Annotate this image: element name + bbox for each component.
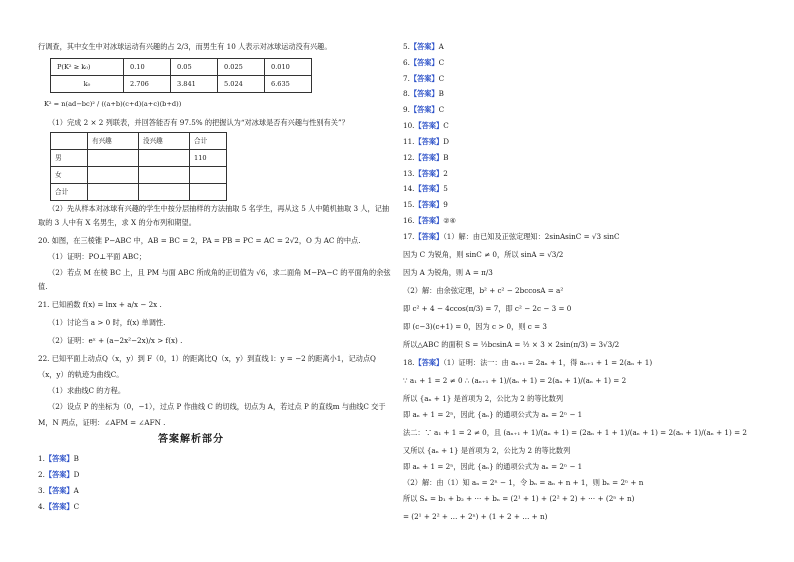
answer-number: 1. <box>38 454 45 463</box>
table-cell: P(K² ≥ k₀) <box>51 59 124 76</box>
answer-value: C <box>73 502 80 511</box>
answer-tag: 【答案】 <box>414 200 444 209</box>
answer-tag: 【答案】 <box>414 216 444 225</box>
q22-stem-a: 22. 已知平面上动点Q（x，y）到 F（0，1）的距离比Q（x，y）到直线 l：y = −2 的距离小1，记动点Q <box>38 354 376 363</box>
q20-part1: （1）证明：PO⊥平面 ABC； <box>48 252 146 261</box>
answer-line <box>403 42 444 51</box>
answer-tag: 【答案】 <box>409 58 439 67</box>
solution-line: 又所以 {aₙ + 1} 是首项为 2，公比为 2 的等比数列 <box>403 446 571 455</box>
answer-value: C <box>438 58 445 67</box>
answer-value: A <box>438 42 444 51</box>
answer-line <box>38 486 79 495</box>
table-cell: 3.841 <box>171 76 218 93</box>
answer-number: 17. <box>403 232 415 241</box>
answer-tag: 【答案】 <box>44 486 74 495</box>
solution-line: （2）解：由余弦定理，b² + c² − 2bccosA = a² <box>403 286 564 295</box>
answer-number: 4. <box>38 502 45 511</box>
answer-value: 2 <box>443 169 448 178</box>
solution-17-head <box>403 232 619 241</box>
table-cell: k₀ <box>51 76 124 93</box>
answer-value: C <box>438 74 445 83</box>
answer-tag: 【答案】 <box>414 169 444 178</box>
answer-value: C <box>443 121 449 130</box>
answer-line <box>403 89 444 98</box>
answer-number: 13. <box>403 169 415 178</box>
answer-value: C <box>438 105 445 114</box>
table-cell: 男 <box>51 150 88 167</box>
table-cell: 合计 <box>190 133 227 150</box>
answer-line <box>403 105 444 114</box>
solution-line: 即 aₙ + 1 = 2ⁿ，因此 {aₙ} 的通项公式为 aₙ = 2ⁿ − 1 <box>403 410 583 419</box>
table-cell <box>88 150 139 167</box>
q22-part1: （1）求曲线C 的方程。 <box>48 386 126 395</box>
answer-tag: 【答案】 <box>414 358 444 367</box>
solution-line: （2）解：由（1）知 aₙ = 2ⁿ − 1，令 bₙ = aₙ + n + 1，则 bₙ = 2ⁿ + n <box>403 478 644 487</box>
solution-text: （1）证明：法一：由 aₙ₊₁ = 2aₙ + 1，得 aₙ₊₁ + 1 = 2(aₙ + 1) <box>443 358 653 367</box>
q22-stem-b: （x，y）的轨迹为曲线C。 <box>38 370 124 379</box>
answer-number: 9. <box>403 105 410 114</box>
table-cell <box>88 184 139 201</box>
answer-number: 3. <box>38 486 45 495</box>
table-cell: 2.706 <box>124 76 171 93</box>
answer-line <box>403 200 448 209</box>
table-row <box>51 59 312 76</box>
q20-part2a: （2）若点 M 在棱 BC 上，且 PM 与面 ABC 所成角的正切值为 √6，求二面角 M−PA−C 的平面角的余弦 <box>48 268 391 277</box>
table-cell: 0.025 <box>218 59 265 76</box>
q19-part2b: 取的 3 人中有 X 名男生，求 X 的分布列和期望。 <box>38 218 196 227</box>
table-cell: 有兴趣 <box>88 133 139 150</box>
answer-line <box>38 502 79 511</box>
q20-part2b: 值. <box>38 282 48 291</box>
solution-line: 所以△ABC 的面积 S = ½bcsinA = ½ × 3 × 2sin(π/3) = 3√3/2 <box>403 340 620 349</box>
contingency-table <box>50 132 227 201</box>
solution-line: 即 c² + 4 − 4ccos(π/3) = 7，即 c² − 2c − 3 = 0 <box>403 304 572 313</box>
table-row <box>51 184 227 201</box>
solution-line: 法二：∵ a₁ + 1 = 2 ≠ 0，且 (aₙ₊₁ + 1)/(aₙ + 1) = (2aₙ + 1 + 1)/(aₙ + 1) = 2(aₙ + 1)/(aₙ + 1) = 2 <box>403 428 747 437</box>
answer-section-title: 答案解析部分 <box>158 434 224 445</box>
solution-line: 因为 C 为锐角，则 sinC ≠ 0，所以 sinA = √3/2 <box>403 250 564 259</box>
table-cell <box>190 167 227 184</box>
solution-line: ∵ a₁ + 1 = 2 ≠ 0 ∴ (aₙ₊₁ + 1)/(aₙ + 1) = 2(aₙ + 1)/(aₙ + 1) = 2 <box>403 376 627 385</box>
solution-line: 即 aₙ + 1 = 2ⁿ，因此 {aₙ} 的通项公式为 aₙ = 2ⁿ − 1 <box>403 462 583 471</box>
critical-value-table <box>50 58 312 93</box>
answer-line <box>403 121 449 130</box>
table-cell <box>139 184 190 201</box>
q21-part1: （1）讨论当 a > 0 时，f(x) 单调性. <box>48 318 166 327</box>
table-row <box>51 150 227 167</box>
solution-line: 因为 A 为锐角，则 A = π/3 <box>403 268 493 277</box>
q22-part2b: M，N 两点，证明：∠AFM = ∠AFN . <box>38 418 166 427</box>
answer-tag: 【答案】 <box>44 470 74 479</box>
answer-tag: 【答案】 <box>414 121 444 130</box>
answer-tag: 【答案】 <box>409 74 439 83</box>
answer-line <box>403 169 448 178</box>
table-cell: 0.05 <box>171 59 218 76</box>
table-row <box>51 167 227 184</box>
answer-line <box>403 74 444 83</box>
table-cell <box>190 184 227 201</box>
q21-stem: 21. 已知函数 f(x) = lnx + a/x − 2x . <box>38 300 162 309</box>
answer-tag: 【答案】 <box>414 232 444 241</box>
table-cell: 0.10 <box>124 59 171 76</box>
answer-number: 12. <box>403 153 415 162</box>
answer-value: D <box>73 470 80 479</box>
answer-tag: 【答案】 <box>414 184 444 193</box>
table-cell <box>139 150 190 167</box>
q22-part2a: （2）设点 P 的坐标为（0，−1），过点 P 作曲线 C 的切线，切点为 A，若过点 P 的直线m 与曲线C 交于 <box>48 402 386 411</box>
solution-text: （1）解：由已知及正弦定理知：2sinAsinC = √3 sinC <box>443 232 620 241</box>
table-cell: 合计 <box>51 184 88 201</box>
answer-line <box>403 216 456 225</box>
answer-line <box>403 58 444 67</box>
answer-number: 8. <box>403 89 410 98</box>
answer-value: A <box>73 486 79 495</box>
table-cell <box>139 167 190 184</box>
answer-line <box>403 153 449 162</box>
answer-value: ②④ <box>443 216 457 225</box>
solution-line: 所以 {aₙ + 1} 是首项为 2，公比为 2 的等比数列 <box>403 394 564 403</box>
answer-value: D <box>443 137 449 146</box>
answer-line <box>403 137 449 146</box>
answer-value: B <box>73 454 79 463</box>
table-cell <box>88 167 139 184</box>
answer-number: 16. <box>403 216 415 225</box>
q21-part2: （2）证明：eˣ + (a−2x²−2x)/x > f(x) . <box>48 336 183 345</box>
solution-line: 即 (c−3)(c+1) = 0，因为 c > 0，则 c = 3 <box>403 322 547 331</box>
table-cell: 110 <box>190 150 227 167</box>
answer-value: B <box>438 89 444 98</box>
answer-value: B <box>443 153 449 162</box>
answer-tag: 【答案】 <box>409 105 439 114</box>
answer-number: 7. <box>403 74 410 83</box>
solution-line: = (2¹ + 2² + … + 2ⁿ) + (1 + 2 + … + n) <box>403 512 548 521</box>
q19-part1: （1）完成 2 × 2 列联表，并回答能否有 97.5% 的把握认为“对冰球是否有兴趣与性别有关”？ <box>48 118 349 127</box>
answer-number: 11. <box>403 137 415 146</box>
answer-line <box>38 454 79 463</box>
answer-tag: 【答案】 <box>44 502 74 511</box>
solution-line: 所以 Sₙ = b₁ + b₂ + ⋯ + bₙ = (2¹ + 1) + (2² + 2) + ⋯ + (2ⁿ + n) <box>403 494 635 503</box>
answer-number: 10. <box>403 121 415 130</box>
answer-number: 2. <box>38 470 45 479</box>
k2-formula: K² = n(ad−bc)² / ((a+b)(c+d)(a+c)(b+d)) <box>44 100 182 108</box>
answer-line <box>403 184 448 193</box>
answer-tag: 【答案】 <box>44 454 74 463</box>
table-cell: 6.635 <box>265 76 312 93</box>
table-cell: 0.010 <box>265 59 312 76</box>
answer-tag: 【答案】 <box>414 153 444 162</box>
answer-tag: 【答案】 <box>409 89 439 98</box>
intro-text: 行调查，其中女生中对冰球运动有兴趣的占 2/3，而男生有 10 人表示对冰球运动没有兴趣。 <box>38 42 332 51</box>
q19-part2a: （2）先从样本对冰球有兴趣的学生中按分层抽样的方法抽取 5 名学生，再从这 5 人中随机抽取 3 人，记抽 <box>48 204 390 213</box>
q20-stem: 20. 如图，在三棱锥 P−ABC 中，AB = BC = 2，PA = PB = PC = AC = 2√2，O 为 AC 的中点. <box>38 236 361 245</box>
answer-tag: 【答案】 <box>409 42 439 51</box>
answer-number: 6. <box>403 58 410 67</box>
answer-value: 9 <box>443 200 448 209</box>
answer-number: 14. <box>403 184 415 193</box>
answer-number: 5. <box>403 42 410 51</box>
table-cell: 没兴趣 <box>139 133 190 150</box>
table-cell: 5.024 <box>218 76 265 93</box>
table-row <box>51 76 312 93</box>
answer-line <box>38 470 79 479</box>
table-cell <box>51 133 88 150</box>
table-cell: 女 <box>51 167 88 184</box>
answer-tag: 【答案】 <box>414 137 444 146</box>
table-row <box>51 133 227 150</box>
solution-18-head <box>403 358 652 367</box>
answer-number: 18. <box>403 358 415 367</box>
answer-value: 5 <box>443 184 448 193</box>
answer-number: 15. <box>403 200 415 209</box>
